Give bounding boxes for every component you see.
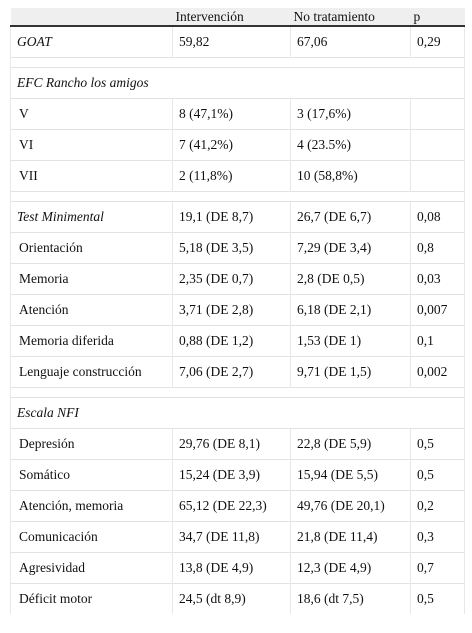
cell-no-tratamiento: 12,3 (DE 4,9): [291, 553, 411, 584]
cell-no-tratamiento: 67,06: [291, 26, 411, 58]
cell-intervencion: 2,35 (DE 0,7): [173, 264, 291, 295]
table-spacer: [11, 58, 465, 68]
row-label: Atención, memoria: [11, 491, 173, 522]
row-label: Depresión: [11, 429, 173, 460]
cell-p-value: 0,7: [411, 553, 465, 584]
header-no-tratamiento: No tratamiento: [291, 8, 411, 26]
row-label: V: [11, 99, 173, 130]
cell-no-tratamiento: 7,29 (DE 3,4): [291, 233, 411, 264]
table-row-goat: [11, 26, 465, 58]
table-spacer: [11, 388, 465, 398]
table-spacer: [11, 192, 465, 202]
cell-intervencion: 15,24 (DE 3,9): [173, 460, 291, 491]
table-row: [11, 326, 465, 357]
cell-no-tratamiento: 6,18 (DE 2,1): [291, 295, 411, 326]
section-title-minimental: Test Minimental: [11, 202, 173, 233]
table-row: [11, 295, 465, 326]
cell-intervencion: 19,1 (DE 8,7): [173, 202, 291, 233]
row-label: Agresividad: [11, 553, 173, 584]
row-label: VII: [11, 161, 173, 192]
section-row-efc: [11, 68, 465, 99]
cell-no-tratamiento: 22,8 (DE 5,9): [291, 429, 411, 460]
header-p-value: p: [411, 8, 465, 26]
section-row-minimental: [11, 202, 465, 233]
cell-no-tratamiento: 3 (17,6%): [291, 99, 411, 130]
table-row: [11, 460, 465, 491]
cell-intervencion: 5,18 (DE 3,5): [173, 233, 291, 264]
table-row: [11, 264, 465, 295]
cell-p-value: 0,5: [411, 429, 465, 460]
section-title-efc: EFC Rancho los amigos: [11, 68, 465, 99]
row-label: Somático: [11, 460, 173, 491]
table-row: [11, 429, 465, 460]
table-row: [11, 233, 465, 264]
cell-intervencion: 2 (11,8%): [173, 161, 291, 192]
cell-intervencion: 24,5 (dt 8,9): [173, 584, 291, 615]
cell-p-value: 0,007: [411, 295, 465, 326]
cell-no-tratamiento: 49,76 (DE 20,1): [291, 491, 411, 522]
row-label: Atención: [11, 295, 173, 326]
cell-p-value: [411, 99, 465, 130]
table-row: [11, 161, 465, 192]
cell-intervencion: 0,88 (DE 1,2): [173, 326, 291, 357]
row-label-goat: GOAT: [11, 26, 173, 58]
cell-p-value: 0,08: [411, 202, 465, 233]
cell-p-value: 0,5: [411, 460, 465, 491]
table-row: [11, 584, 465, 615]
header-empty-cell: [11, 8, 173, 26]
cell-p-value: 0,1: [411, 326, 465, 357]
table-row: [11, 553, 465, 584]
cell-no-tratamiento: 21,8 (DE 11,4): [291, 522, 411, 553]
table-header-row: [11, 8, 465, 26]
cell-no-tratamiento: 15,94 (DE 5,5): [291, 460, 411, 491]
table-row: [11, 99, 465, 130]
table-row: [11, 130, 465, 161]
cell-no-tratamiento: 4 (23.5%): [291, 130, 411, 161]
cell-p-value: 0,2: [411, 491, 465, 522]
cell-p-value: [411, 130, 465, 161]
row-label: Memoria diferida: [11, 326, 173, 357]
cell-intervencion: 29,76 (DE 8,1): [173, 429, 291, 460]
row-label: VI: [11, 130, 173, 161]
cell-no-tratamiento: 26,7 (DE 6,7): [291, 202, 411, 233]
section-title-nfi: Escala NFI: [11, 398, 465, 429]
table-row: [11, 357, 465, 388]
section-row-nfi: [11, 398, 465, 429]
cell-no-tratamiento: 18,6 (dt 7,5): [291, 584, 411, 615]
cell-no-tratamiento: 1,53 (DE 1): [291, 326, 411, 357]
cell-intervencion: 13,8 (DE 4,9): [173, 553, 291, 584]
cell-p-value: [411, 161, 465, 192]
cell-no-tratamiento: 2,8 (DE 0,5): [291, 264, 411, 295]
cell-intervencion: 59,82: [173, 26, 291, 58]
cell-intervencion: 3,71 (DE 2,8): [173, 295, 291, 326]
cell-p-value: 0,03: [411, 264, 465, 295]
row-label: Comunicación: [11, 522, 173, 553]
cell-p-value: 0,8: [411, 233, 465, 264]
cell-no-tratamiento: 10 (58,8%): [291, 161, 411, 192]
cell-p-value: 0,5: [411, 584, 465, 615]
cell-intervencion: 65,12 (DE 22,3): [173, 491, 291, 522]
cell-intervencion: 8 (47,1%): [173, 99, 291, 130]
cell-p-value: 0,002: [411, 357, 465, 388]
cell-p-value: 0,29: [411, 26, 465, 58]
cell-p-value: 0,3: [411, 522, 465, 553]
row-label: Memoria: [11, 264, 173, 295]
cell-intervencion: 7,06 (DE 2,7): [173, 357, 291, 388]
cell-no-tratamiento: 9,71 (DE 1,5): [291, 357, 411, 388]
table-row: [11, 491, 465, 522]
row-label: Orientación: [11, 233, 173, 264]
results-table: [10, 8, 465, 614]
header-intervencion: Intervención: [173, 8, 291, 26]
cell-intervencion: 34,7 (DE 11,8): [173, 522, 291, 553]
table-row: [11, 522, 465, 553]
cell-intervencion: 7 (41,2%): [173, 130, 291, 161]
row-label: Lenguaje construcción: [11, 357, 173, 388]
row-label: Déficit motor: [11, 584, 173, 615]
results-table-container: [10, 8, 464, 614]
